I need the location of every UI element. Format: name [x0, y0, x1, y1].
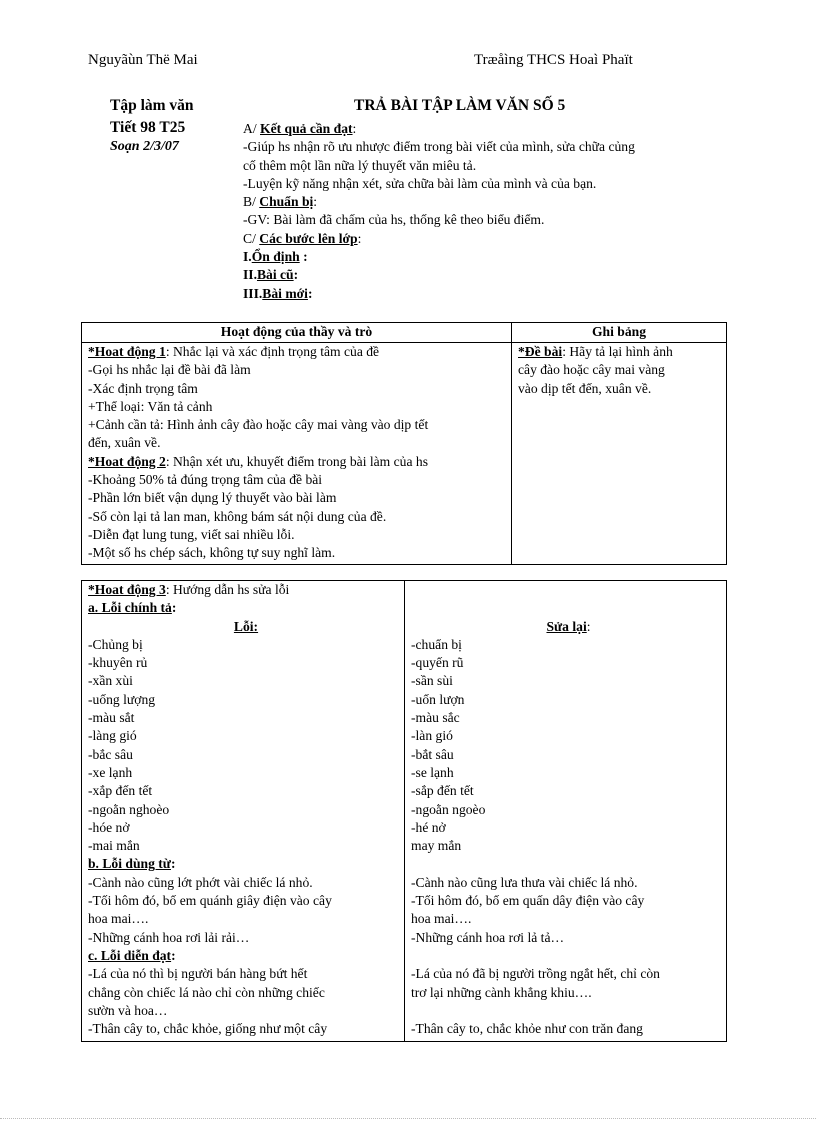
section-a-line: -Giúp hs nhận rõ ưu nhược điểm trong bài viết của mình, sửa chữa củng: [243, 139, 635, 155]
list-item: -Những cánh hoa rơi lải rải…: [88, 929, 250, 945]
table-head-activities: Hoạt động của thầy và trò: [82, 323, 512, 343]
section-a-heading: A/ Kết quả cần đạt:: [243, 121, 357, 136]
errors-heading: Lỗi:: [233, 618, 259, 634]
spelling-heading: a. Lỗi chính tả:: [88, 600, 177, 616]
table-head-board: Ghi bảng: [512, 323, 727, 343]
list-item: -hóe nở: [88, 819, 130, 835]
list-item: -uốn lượn: [411, 691, 465, 707]
activities-cell: [82, 343, 512, 565]
list-item: -Diễn đạt lung tung, viết sai nhiều lỗi.: [88, 526, 295, 542]
section-b-heading: B/ Chuẩn bị:: [243, 194, 318, 210]
list-item: +Thể loại: Văn tả cảnh: [88, 398, 213, 414]
list-item: +Cảnh cần tả: Hình ảnh cây đào hoặc cây mai vàng vào dịp tết: [88, 417, 429, 433]
corrections-heading: Sửa lại:: [546, 618, 591, 634]
list-item: đến, xuân về.: [88, 435, 161, 451]
list-item: trơ lại những cành khẳng khiu….: [411, 984, 592, 1000]
list-item: -Một số hs chép sách, không tự suy nghĩ làm.: [88, 545, 336, 561]
activity-2-heading: *Hoat động 2: Nhận xét ưu, khuyết điểm trong bài làm của hs: [88, 453, 429, 469]
list-item: -chuẩn bị: [411, 636, 462, 652]
lesson-title: TRẢ BÀI TẬP LÀM VĂN SỐ 5: [354, 97, 566, 114]
list-item: -quyến rũ: [411, 655, 464, 671]
list-item: -sắp đến tết: [411, 783, 474, 799]
section-c-heading: C/ Các bước lên lớp:: [243, 230, 362, 246]
section-a-line: cố thêm một lần nữa lý thuyết văn miêu tả.: [243, 157, 477, 173]
list-item: -Thân cây to, chắc khỏe như con trăn đang: [411, 1021, 643, 1037]
list-item: -bắt sâu: [411, 746, 454, 762]
corrections-table: [81, 580, 727, 1042]
list-item: -Lá của nó thì bị người bán hàng bứt hết: [88, 966, 308, 982]
lesson-date: Soạn 2/3/07: [110, 139, 179, 154]
step-bai-moi: III.Bài mới:: [243, 285, 313, 301]
list-item: -màu sắt: [88, 710, 135, 726]
list-item: hoa mai….: [411, 911, 472, 927]
list-item: -ngoằn ngoèo: [411, 801, 486, 817]
list-item: -xần xùi: [88, 673, 133, 689]
list-item: -màu sắc: [411, 710, 460, 726]
list-item: -ngoằn nghoèo: [88, 801, 170, 817]
topic-line: *Đề bài: Hãy tả lại hình ảnh: [518, 344, 673, 359]
list-item: -se lạnh: [411, 764, 454, 780]
header-school: Træåìng THCS Hoaì Phaït: [474, 52, 633, 68]
activity-3-heading: *Hoat động 3: Hướng dẫn hs sửa lỗi: [88, 582, 290, 597]
intro-block: [243, 120, 635, 303]
list-item: -Xác định trọng tâm: [88, 380, 198, 396]
word-usage-heading: b. Lỗi dùng từ:: [88, 856, 176, 872]
list-item: -uống lượng: [88, 691, 156, 707]
list-item: -Chủng bị: [88, 636, 143, 652]
list-item: [411, 1002, 726, 1020]
list-item: -Tối hôm đó, bố em quấn dây điện vào cây: [411, 893, 645, 909]
list-item: -Những cánh hoa rơi lả tả…: [411, 929, 565, 945]
corrections-cell: [405, 581, 727, 1042]
list-item: sườn và hoa…: [88, 1002, 168, 1018]
list-item: -Tối hôm đó, bố em quánh giây điện vào cây: [88, 893, 332, 909]
list-item: -xe lạnh: [88, 764, 133, 780]
blank-line: [411, 599, 726, 617]
list-item: -bắc sâu: [88, 746, 133, 762]
header-author: Nguyãùn Thë Mai: [88, 52, 198, 68]
list-item: -làn gió: [411, 728, 453, 744]
list-item: -sần sùi: [411, 673, 453, 689]
section-b-line: -GV: Bài làm đã chấm của hs, thống kê theo biểu điểm.: [243, 212, 545, 228]
blank-line: [411, 581, 726, 599]
step-on-dinh: I.Ổn định :: [243, 249, 308, 265]
topic-line: cây đào hoặc cây mai vàng: [518, 362, 665, 378]
list-item: -Khoảng 50% tả đúng trọng tâm của đề bài: [88, 472, 323, 488]
list-item: -Cành nào cũng lớt phớt vài chiếc lá nhỏ.: [88, 874, 313, 890]
activity-1-heading: *Hoat động 1: Nhắc lại và xác định trọng tâm của đề: [88, 344, 380, 359]
list-item: -Thân cây to, chắc khỏe, giống như một cây: [88, 1021, 328, 1037]
list-item: may mắn: [411, 838, 462, 854]
list-item: -mai mắn: [88, 838, 140, 854]
lesson-subject: Tập làm văn: [110, 97, 194, 114]
list-item: -Gọi hs nhắc lại đề bài đã làm: [88, 362, 251, 378]
errors-cell: [82, 581, 405, 1042]
expression-heading: c. Lỗi diễn đạt:: [88, 947, 176, 963]
step-bai-cu: II.Bài cũ:: [243, 267, 299, 283]
list-item: chẳng còn chiếc lá nào chỉ còn những chiếc: [88, 984, 325, 1000]
blank-line: [411, 947, 726, 965]
list-item: -hé nở: [411, 819, 446, 835]
list-item: -Số còn lại tả lan man, không bám sát nội dung của đề.: [88, 508, 387, 524]
list-item: -xắp đến tết: [88, 783, 153, 799]
list-item: hoa mai….: [88, 911, 149, 927]
list-item: -khuyên rủ: [88, 655, 148, 671]
board-cell: [512, 343, 727, 565]
page-bottom-rule: [0, 1118, 816, 1119]
list-item: -làng gió: [88, 728, 137, 744]
list-item: -Phần lớn biết vận dụng lý thuyết vào bài làm: [88, 490, 337, 506]
lesson-period: Tiết 98 T25: [110, 119, 186, 136]
topic-line: vào dịp tết đến, xuân về.: [518, 380, 652, 396]
list-item: -Cành nào cũng lưa thưa vài chiếc lá nhỏ.: [411, 874, 638, 890]
list-item: -Lá của nó đã bị người trồng ngắt hết, chỉ còn: [411, 966, 660, 982]
blank-line: [411, 855, 726, 873]
section-a-line: -Luyện kỹ năng nhận xét, sửa chữa bài làm của mình và của bạn.: [243, 175, 597, 191]
activities-table: [81, 322, 727, 565]
